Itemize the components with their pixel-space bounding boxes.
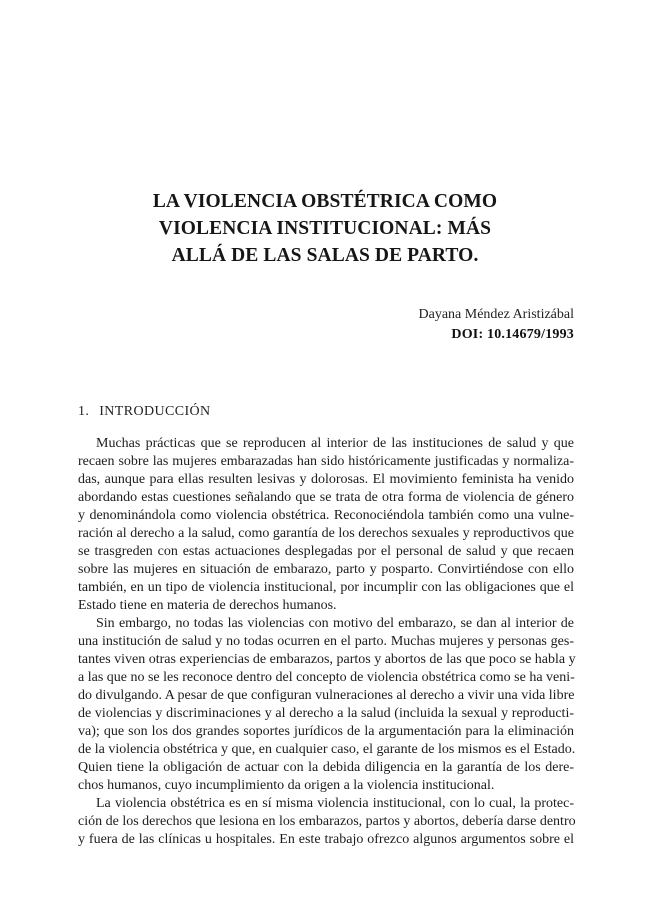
text-line: se trasgreden con estas actuaciones desplegadas por el personal de salud y que recaen (78, 544, 574, 559)
paragraph (78, 435, 574, 615)
text-line: ración al derecho a la salud, como garantía de los derechos sexuales y reproductivos que (78, 526, 574, 541)
chapter-title (90, 188, 560, 269)
paragraph (78, 795, 574, 849)
section-title: INTRODUCCIÓN (99, 404, 211, 419)
text-line: también, en un tipo de violencia institucional, por incumplir con las obligaciones que el (78, 580, 574, 595)
author-name: Dayana Méndez Aristizábal (418, 307, 574, 322)
text-line: abordando estas cuestiones señalando que se trata de otra forma de violencia de género (78, 490, 574, 505)
text-line: Sin embargo, no todas las violencias con motivo del embarazo, se dan al interior de (96, 616, 574, 631)
text-line: Quien tiene la obligación de actuar con la debida diligencia en la garantía de los dere- (78, 760, 574, 775)
section-number: 1. (78, 404, 90, 419)
text-line: va); que son los dos grandes soportes jurídicos de la argumentación para la eliminación (78, 724, 574, 739)
paragraph (78, 615, 574, 795)
text-line: chos humanos, cuyo incumplimiento da origen a la violencia institucional. (78, 778, 495, 793)
text-line: de la violencia obstétrica y que, en cualquier caso, el garante de los mismos es el Estado. (78, 742, 576, 757)
text-line: das, aunque para ellas resulten lesivas y dolorosas. El movimiento feminista ha venido (78, 472, 574, 487)
text-line: y fuera de las clínicas u hospitales. En este trabajo ofrezco algunos argumentos sobre el (78, 832, 574, 847)
text-line: de violencias y discriminaciones y al derecho a la salud (incluida la sexual y reproducti- (78, 706, 574, 721)
text-line: sobre las mujeres en situación de embarazo, parto y posparto. Convirtiéndose con ello (78, 562, 574, 577)
chapter-title-line: LA VIOLENCIA OBSTÉTRICA COMO (152, 191, 498, 212)
text-line: La violencia obstétrica es en sí misma violencia institucional, con lo cual, la protec- (96, 796, 574, 811)
text-line: recaen sobre las mujeres embarazadas han sido históricamente justificadas y normaliza- (78, 454, 574, 469)
body-text (78, 435, 574, 849)
text-line: y denominándola como violencia obstétrica. Reconociéndola también como una vulne- (78, 508, 574, 523)
text-line: a las que no se les reconoce dentro del concepto de violencia obstétrica como se ha veni- (78, 670, 575, 685)
byline (419, 305, 575, 345)
chapter-title-line: VIOLENCIA INSTITUCIONAL: MÁS (158, 218, 492, 239)
text-line: una institución de salud y no todas ocurren en el parto. Muchas mujeres y personas ges- (78, 634, 574, 649)
text-line: tantes viven otras experiencias de embarazos, partos y abortos de las que poco se habla y (78, 652, 576, 667)
text-line: Estado tiene en materia de derechos humanos. (78, 598, 337, 613)
text-line: Muchas prácticas que se reproducen al interior de las instituciones de salud y que (96, 436, 574, 451)
doi: DOI: 10.14679/1993 (451, 327, 574, 342)
section-heading (78, 402, 211, 422)
text-line: do divulgando. A pesar de que configuran vulneraciones al derecho a vivir una vida libre (78, 688, 575, 703)
chapter-title-line: ALLÁ DE LAS SALAS DE PARTO. (171, 245, 479, 266)
text-line: ción de los derechos que lesiona en los embarazos, partos y abortos, debería darse dentro (78, 814, 576, 829)
